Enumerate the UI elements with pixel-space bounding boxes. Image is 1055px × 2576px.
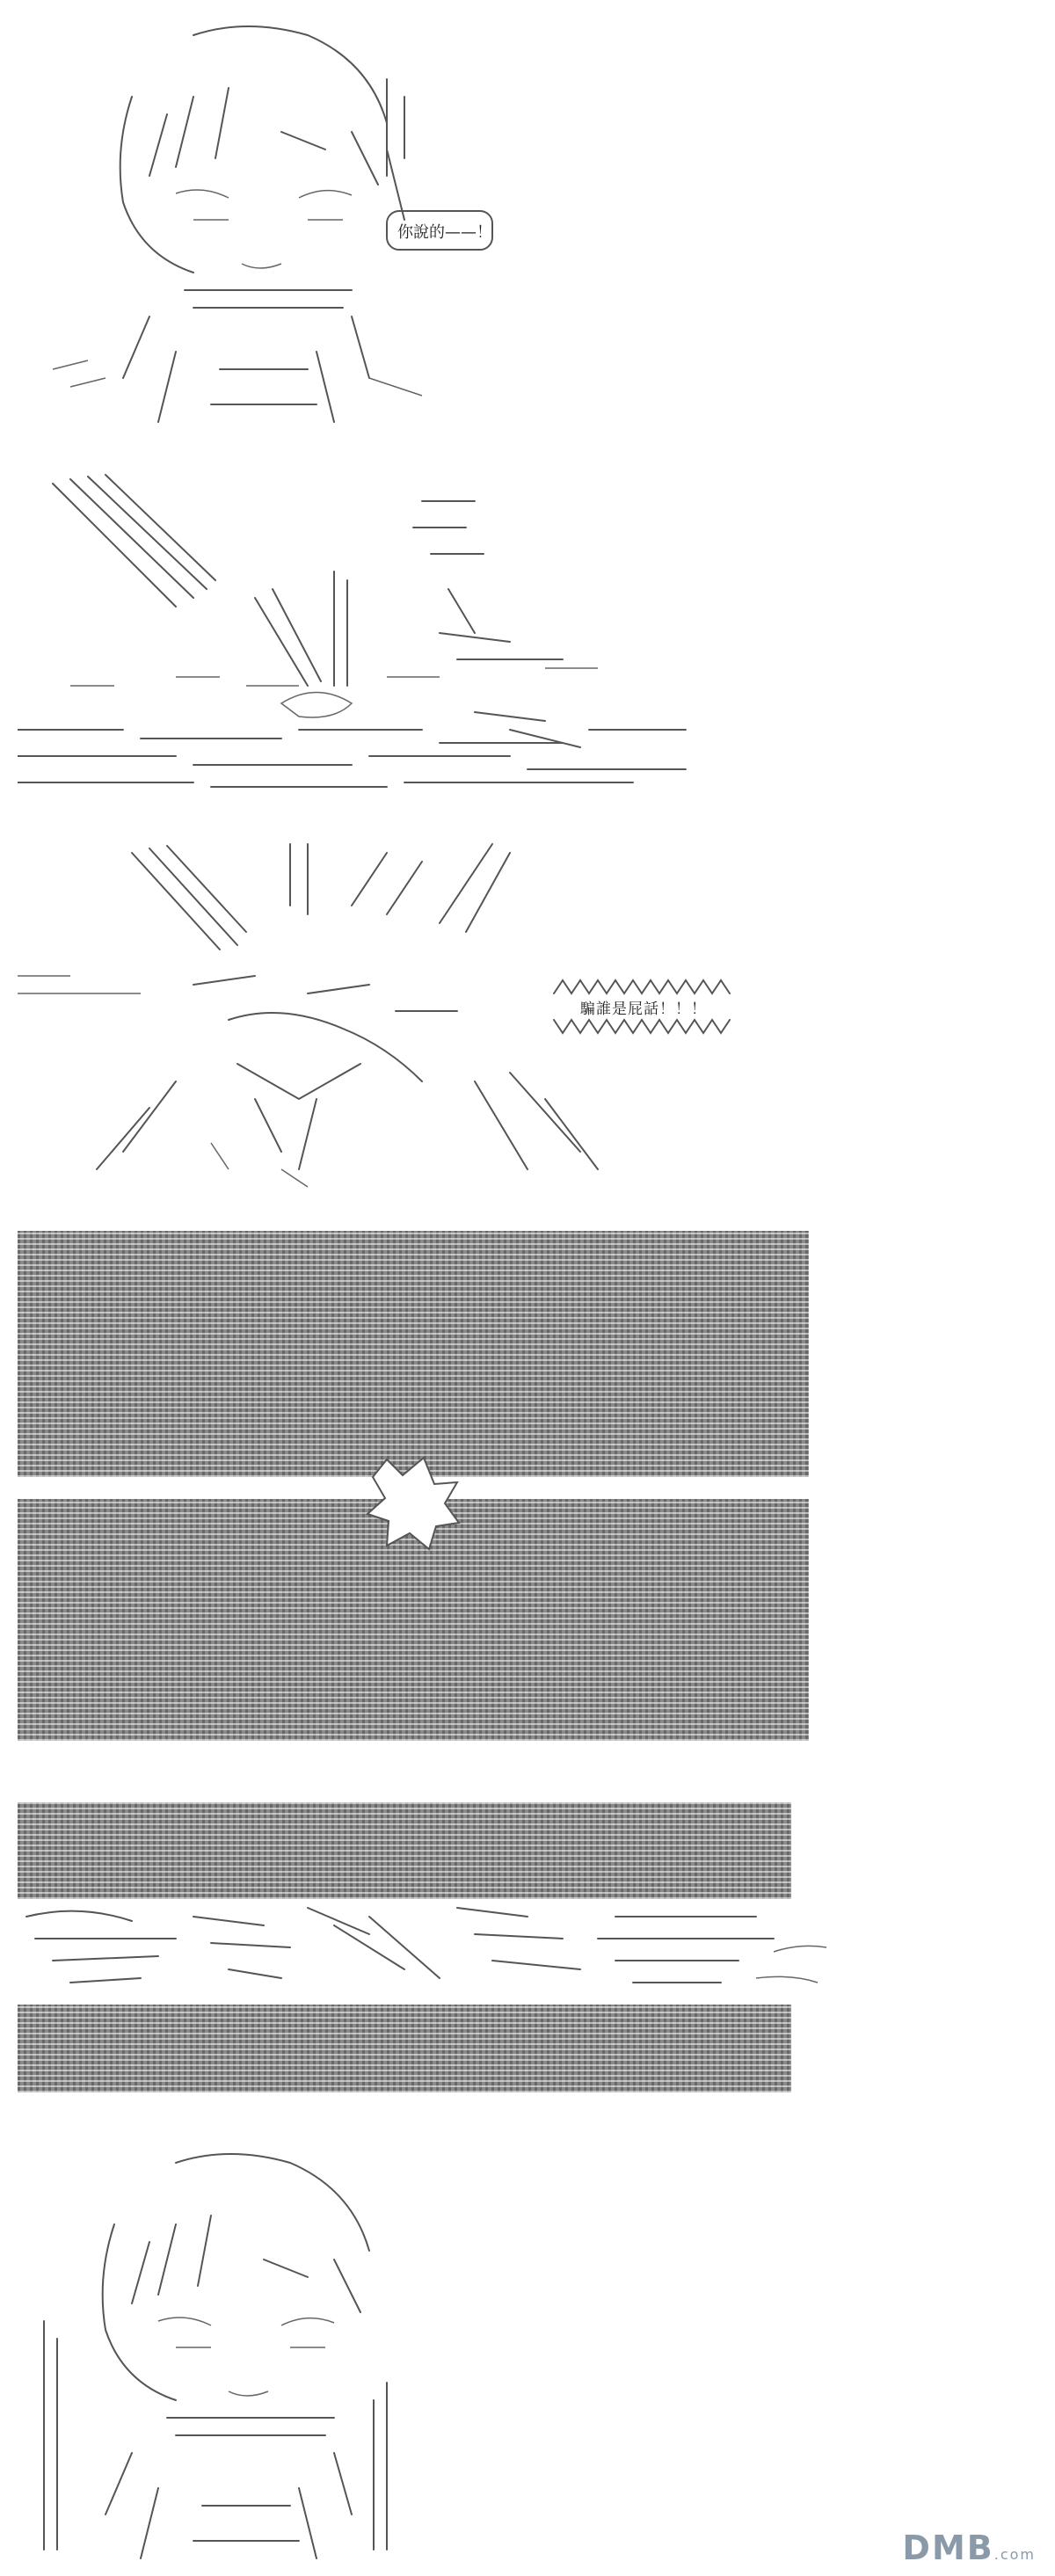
clash-ascii-art <box>0 1794 888 2101</box>
panel-1-portrait <box>18 0 580 440</box>
panel-2-impact <box>18 466 738 818</box>
site-watermark <box>902 2529 1036 2567</box>
character-ascii-art-2 <box>18 2136 440 2567</box>
speech-bubble-text: 你說的——！ <box>397 223 492 242</box>
shout-text: 騙誰是屁話！！！ <box>580 1001 707 1018</box>
character-ascii-art <box>18 0 580 440</box>
watermark-brand: DMB <box>902 2529 994 2567</box>
burst-shape <box>0 1222 888 1750</box>
panel-3-action <box>18 835 809 1196</box>
panel-5-clash <box>0 1794 888 2101</box>
panel-6-portrait <box>18 2136 440 2567</box>
watermark-domain: .com <box>993 2546 1036 2563</box>
panel-4-dark-burst <box>0 1222 888 1750</box>
impact-ascii-art <box>18 466 738 818</box>
